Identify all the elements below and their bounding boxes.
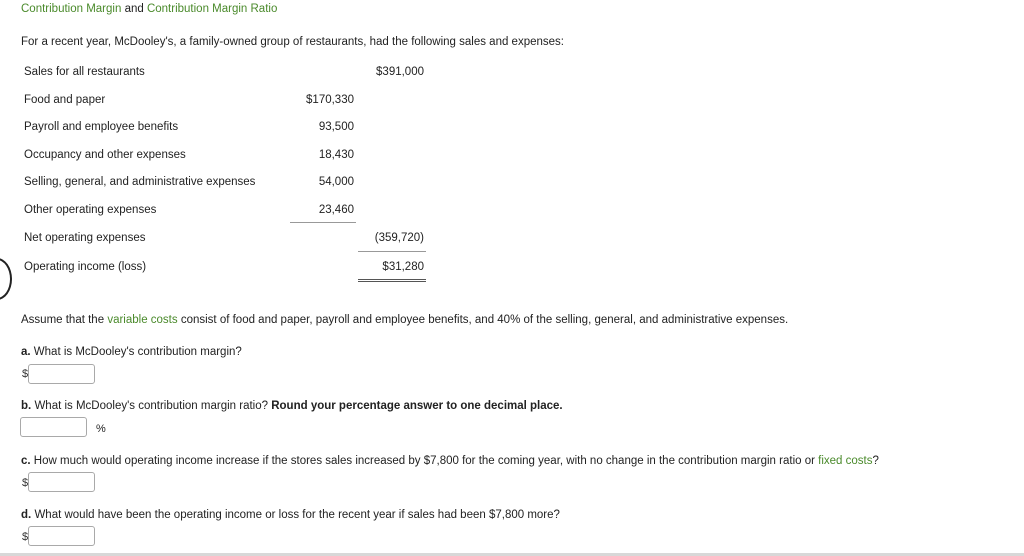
- subtotal-rule: [290, 222, 356, 223]
- row-value-other: 23,460: [318, 204, 354, 216]
- total-rule: [358, 251, 426, 252]
- question-c-letter: c.: [21, 455, 31, 467]
- question-b: [21, 400, 563, 412]
- question-d-letter: d.: [21, 509, 32, 521]
- row-label-occupancy: Occupancy and other expenses: [24, 149, 186, 161]
- title-and: and: [124, 3, 144, 15]
- question-b-letter: b.: [21, 400, 32, 412]
- variable-costs-link[interactable]: variable costs: [107, 314, 178, 326]
- page-title: [21, 3, 277, 15]
- answer-b-input[interactable]: [20, 417, 87, 437]
- row-label-other: Other operating expenses: [24, 204, 157, 216]
- contribution-margin-ratio-link[interactable]: Contribution Margin Ratio: [146, 3, 278, 15]
- row-label-food: Food and paper: [24, 94, 106, 106]
- intro-text: For a recent year, McDooley's, a family-owned group of restaurants, had the following sales and expenses:: [21, 36, 564, 48]
- row-value-food: $170,330: [306, 94, 354, 106]
- question-c-text: How much would operating income increase if the stores sales increased by $7,800 for the coming year, with no change in the contribution margin ratio or: [33, 455, 815, 467]
- percent-sign-b: %: [96, 423, 106, 435]
- assumption-before: Assume that the: [21, 314, 105, 326]
- dollar-sign-c: $: [22, 477, 29, 489]
- row-value-sga: 54,000: [318, 176, 354, 188]
- dollar-sign-d: $: [22, 531, 29, 543]
- fixed-costs-link[interactable]: fixed costs: [818, 455, 873, 467]
- row-label-net-operating: Net operating expenses: [24, 232, 146, 244]
- dollar-sign-a: $: [22, 368, 29, 380]
- question-b-rounding-note: Round your percentage answer to one decimal place.: [271, 400, 563, 412]
- assumption-text: [21, 314, 788, 326]
- assumption-after: consist of food and paper, payroll and employee benefits, and 40% of the selling, general, and administrative expenses.: [180, 314, 789, 326]
- answer-a-input[interactable]: [28, 364, 95, 384]
- question-c: [21, 455, 879, 467]
- question-b-text: What is McDooley's contribution margin ratio?: [34, 400, 269, 412]
- question-a: [21, 346, 242, 358]
- row-value-occupancy: 18,430: [318, 149, 354, 161]
- answer-c-input[interactable]: [28, 472, 95, 492]
- contribution-margin-link[interactable]: Contribution Margin: [21, 3, 122, 15]
- row-value-payroll: 93,500: [318, 121, 354, 133]
- question-a-letter: a.: [21, 346, 31, 358]
- page-edge-curve: [0, 258, 12, 300]
- question-c-end: ?: [872, 455, 879, 467]
- answer-d-input[interactable]: [28, 526, 95, 546]
- row-label-sga: Selling, general, and administrative expenses: [24, 176, 256, 188]
- question-d-text: What would have been the operating income or loss for the recent year if sales had been $7,800 more?: [34, 509, 560, 521]
- question-d: [21, 509, 560, 521]
- row-value-sales: $391,000: [376, 66, 424, 78]
- row-label-payroll: Payroll and employee benefits: [24, 121, 179, 133]
- row-label-sales: Sales for all restaurants: [24, 66, 145, 78]
- row-label-operating-income: Operating income (loss): [24, 261, 147, 273]
- double-underline: [358, 279, 426, 282]
- row-value-net-operating: (359,720): [374, 232, 424, 244]
- row-value-operating-income: $31,280: [382, 261, 424, 273]
- question-a-text: What is McDooley's contribution margin?: [33, 346, 242, 358]
